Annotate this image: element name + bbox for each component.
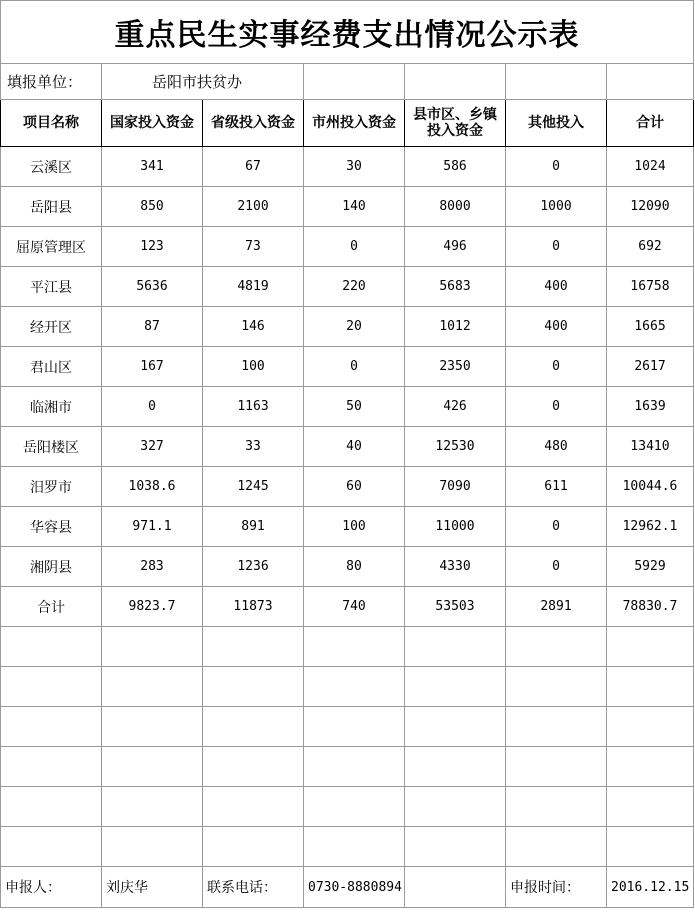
value-cell[interactable]: 167 — [102, 347, 203, 387]
value-cell[interactable]: 327 — [102, 427, 203, 467]
empty-cell[interactable] — [1, 827, 102, 867]
value-cell[interactable]: 1163 — [203, 387, 304, 427]
value-cell[interactable]: 586 — [405, 147, 506, 187]
value-cell[interactable]: 341 — [102, 147, 203, 187]
table-row — [1, 267, 694, 307]
empty-cell[interactable] — [607, 787, 694, 827]
value-cell[interactable]: 0 — [506, 507, 607, 547]
empty-cell[interactable] — [506, 827, 607, 867]
empty-cell[interactable] — [405, 827, 506, 867]
value-cell[interactable]: 0 — [304, 347, 405, 387]
empty-cell[interactable] — [102, 787, 203, 827]
empty-cell[interactable] — [607, 707, 694, 747]
table-row — [1, 547, 694, 587]
value-cell[interactable]: 9823.7 — [102, 587, 203, 627]
table-row — [1, 147, 694, 187]
empty-cell[interactable] — [607, 827, 694, 867]
empty-cell[interactable] — [405, 64, 506, 100]
empty-cell[interactable] — [607, 667, 694, 707]
empty-cell[interactable] — [506, 747, 607, 787]
row-name-cell[interactable]: 临湘市 — [1, 387, 102, 427]
empty-cell[interactable] — [102, 667, 203, 707]
value-cell[interactable]: 87 — [102, 307, 203, 347]
value-cell[interactable]: 0 — [506, 147, 607, 187]
value-cell[interactable]: 100 — [304, 507, 405, 547]
row-name-cell[interactable]: 岳阳楼区 — [1, 427, 102, 467]
empty-cell[interactable] — [405, 707, 506, 747]
value-cell[interactable]: 13410 — [607, 427, 694, 467]
value-cell[interactable]: 2350 — [405, 347, 506, 387]
header-row — [1, 100, 694, 147]
blank-row — [1, 707, 694, 747]
value-cell[interactable]: 850 — [102, 187, 203, 227]
value-cell[interactable]: 0 — [506, 347, 607, 387]
empty-cell[interactable] — [304, 627, 405, 667]
empty-cell[interactable] — [304, 787, 405, 827]
table-row — [1, 467, 694, 507]
empty-cell[interactable] — [1, 667, 102, 707]
phone-label: 联系电话： — [203, 867, 304, 908]
value-cell[interactable]: 67 — [203, 147, 304, 187]
column-header: 合计 — [607, 100, 694, 147]
value-cell[interactable]: 1000 — [506, 187, 607, 227]
value-cell[interactable]: 891 — [203, 507, 304, 547]
value-cell[interactable]: 283 — [102, 547, 203, 587]
empty-cell[interactable] — [304, 827, 405, 867]
value-cell[interactable]: 0 — [506, 387, 607, 427]
value-cell[interactable]: 100 — [203, 347, 304, 387]
footer-row — [1, 867, 694, 908]
empty-cell[interactable] — [304, 667, 405, 707]
column-header: 其他投入 — [506, 100, 607, 147]
empty-cell[interactable] — [405, 667, 506, 707]
value-cell[interactable]: 12090 — [607, 187, 694, 227]
value-cell[interactable]: 0 — [506, 227, 607, 267]
row-name-cell[interactable]: 经开区 — [1, 307, 102, 347]
phone-value[interactable]: 0730-8880894 — [304, 867, 405, 908]
row-name-cell[interactable]: 屈原管理区 — [1, 227, 102, 267]
row-name-cell[interactable]: 平江县 — [1, 267, 102, 307]
table-row — [1, 347, 694, 387]
value-cell[interactable]: 1639 — [607, 387, 694, 427]
date-value[interactable]: 2016.12.15 — [607, 867, 694, 908]
empty-cell[interactable] — [1, 627, 102, 667]
column-header: 省级投入资金 — [203, 100, 304, 147]
value-cell[interactable]: 426 — [405, 387, 506, 427]
value-cell[interactable]: 11873 — [203, 587, 304, 627]
empty-cell[interactable] — [506, 627, 607, 667]
page-title: 重点民生实事经费支出情况公示表 — [1, 1, 694, 64]
value-cell[interactable]: 5683 — [405, 267, 506, 307]
column-header: 国家投入资金 — [102, 100, 203, 147]
value-cell[interactable]: 496 — [405, 227, 506, 267]
value-cell[interactable]: 611 — [506, 467, 607, 507]
blank-row — [1, 827, 694, 867]
value-cell[interactable]: 33 — [203, 427, 304, 467]
empty-cell[interactable] — [506, 707, 607, 747]
table-row — [1, 387, 694, 427]
empty-cell[interactable] — [1, 747, 102, 787]
empty-cell[interactable] — [1, 707, 102, 747]
blank-row — [1, 667, 694, 707]
column-header: 项目名称 — [1, 100, 102, 147]
value-cell[interactable]: 50 — [304, 387, 405, 427]
value-cell[interactable]: 10044.6 — [607, 467, 694, 507]
value-cell[interactable]: 60 — [304, 467, 405, 507]
row-name-cell[interactable]: 华容县 — [1, 507, 102, 547]
empty-cell[interactable] — [102, 707, 203, 747]
value-cell[interactable]: 8000 — [405, 187, 506, 227]
empty-cell[interactable] — [304, 747, 405, 787]
blank-row — [1, 747, 694, 787]
empty-cell[interactable] — [405, 787, 506, 827]
value-cell[interactable]: 146 — [203, 307, 304, 347]
date-label: 申报时间： — [506, 867, 607, 908]
value-cell[interactable]: 53503 — [405, 587, 506, 627]
row-name-cell[interactable]: 君山区 — [1, 347, 102, 387]
value-cell[interactable]: 971.1 — [102, 507, 203, 547]
value-cell[interactable]: 5929 — [607, 547, 694, 587]
empty-cell[interactable] — [405, 867, 506, 908]
empty-cell[interactable] — [203, 627, 304, 667]
value-cell[interactable]: 1012 — [405, 307, 506, 347]
value-cell[interactable]: 20 — [304, 307, 405, 347]
empty-cell[interactable] — [304, 707, 405, 747]
row-name-cell[interactable]: 汨罗市 — [1, 467, 102, 507]
value-cell[interactable]: 0 — [506, 547, 607, 587]
value-cell[interactable]: 4330 — [405, 547, 506, 587]
value-cell[interactable]: 2100 — [203, 187, 304, 227]
value-cell[interactable]: 78830.7 — [607, 587, 694, 627]
row-name-cell[interactable]: 云溪区 — [1, 147, 102, 187]
reporter-label: 申报人： — [1, 867, 102, 908]
value-cell[interactable]: 1236 — [203, 547, 304, 587]
empty-cell[interactable] — [607, 64, 694, 100]
value-cell[interactable]: 692 — [607, 227, 694, 267]
blank-row — [1, 627, 694, 667]
column-header: 市州投入资金 — [304, 100, 405, 147]
empty-cell[interactable] — [203, 667, 304, 707]
table-row — [1, 427, 694, 467]
value-cell[interactable]: 140 — [304, 187, 405, 227]
row-name-cell[interactable]: 岳阳县 — [1, 187, 102, 227]
value-cell[interactable]: 1665 — [607, 307, 694, 347]
empty-cell[interactable] — [203, 707, 304, 747]
empty-cell[interactable] — [607, 627, 694, 667]
table-row — [1, 307, 694, 347]
empty-cell[interactable] — [203, 827, 304, 867]
empty-cell[interactable] — [607, 747, 694, 787]
table-row — [1, 227, 694, 267]
value-cell[interactable]: 740 — [304, 587, 405, 627]
empty-cell[interactable] — [405, 627, 506, 667]
column-header: 县市区、乡镇投入资金 — [405, 100, 506, 147]
value-cell[interactable]: 400 — [506, 267, 607, 307]
empty-cell[interactable] — [405, 747, 506, 787]
table-row — [1, 507, 694, 547]
title-row — [1, 1, 694, 64]
value-cell[interactable]: 7090 — [405, 467, 506, 507]
empty-cell[interactable] — [304, 64, 405, 100]
value-cell[interactable]: 4819 — [203, 267, 304, 307]
value-cell[interactable]: 12962.1 — [607, 507, 694, 547]
value-cell[interactable]: 16758 — [607, 267, 694, 307]
value-cell[interactable]: 2617 — [607, 347, 694, 387]
value-cell[interactable]: 1245 — [203, 467, 304, 507]
empty-cell[interactable] — [102, 827, 203, 867]
value-cell[interactable]: 0 — [304, 227, 405, 267]
empty-cell[interactable] — [506, 787, 607, 827]
value-cell[interactable]: 11000 — [405, 507, 506, 547]
empty-cell[interactable] — [102, 747, 203, 787]
value-cell[interactable]: 220 — [304, 267, 405, 307]
row-name-cell[interactable]: 合计 — [1, 587, 102, 627]
unit-label: 填报单位： — [1, 64, 102, 100]
empty-cell[interactable] — [203, 747, 304, 787]
value-cell[interactable]: 30 — [304, 147, 405, 187]
value-cell[interactable]: 5636 — [102, 267, 203, 307]
value-cell[interactable]: 400 — [506, 307, 607, 347]
row-name-cell[interactable]: 湘阴县 — [1, 547, 102, 587]
value-cell[interactable]: 0 — [102, 387, 203, 427]
value-cell[interactable]: 1024 — [607, 147, 694, 187]
value-cell[interactable]: 12530 — [405, 427, 506, 467]
table-row — [1, 587, 694, 627]
value-cell[interactable]: 80 — [304, 547, 405, 587]
reporter-value[interactable]: 刘庆华 — [102, 867, 203, 908]
value-cell[interactable]: 480 — [506, 427, 607, 467]
empty-cell[interactable] — [506, 667, 607, 707]
empty-cell[interactable] — [1, 787, 102, 827]
value-cell[interactable]: 73 — [203, 227, 304, 267]
unit-row — [1, 64, 694, 100]
value-cell[interactable]: 2891 — [506, 587, 607, 627]
value-cell[interactable]: 1038.6 — [102, 467, 203, 507]
unit-value[interactable]: 岳阳市扶贫办 — [102, 64, 304, 100]
empty-cell[interactable] — [102, 627, 203, 667]
empty-cell[interactable] — [506, 64, 607, 100]
table-row — [1, 187, 694, 227]
value-cell[interactable]: 40 — [304, 427, 405, 467]
value-cell[interactable]: 123 — [102, 227, 203, 267]
empty-cell[interactable] — [203, 787, 304, 827]
blank-row — [1, 787, 694, 827]
